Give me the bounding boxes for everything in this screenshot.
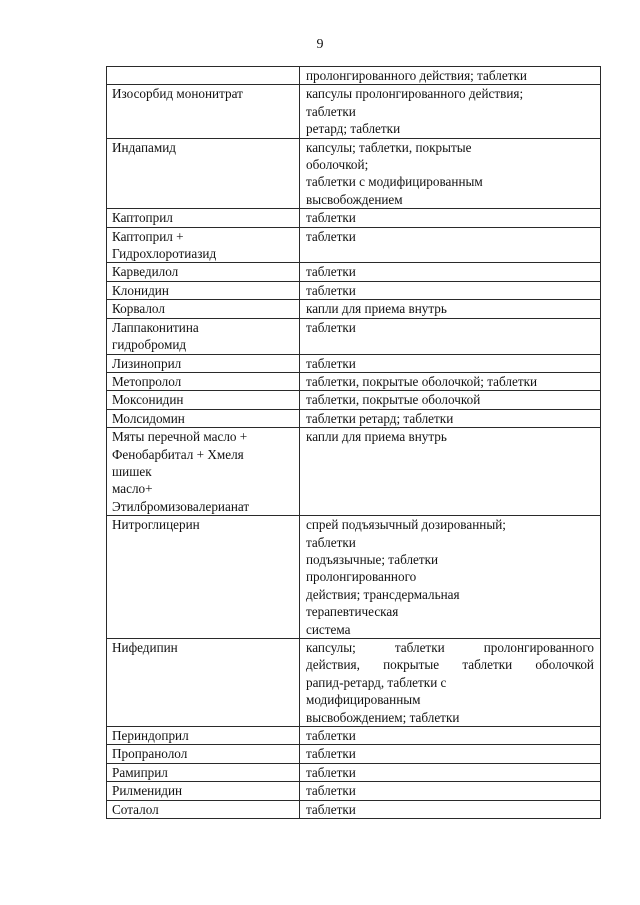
dosage-form-line: таблетки: [306, 746, 356, 762]
table-row: [107, 727, 601, 745]
drug-name-cell: [107, 409, 300, 427]
dosage-form-cell: [300, 354, 601, 372]
dosage-form-cell: [300, 318, 601, 354]
dosage-form-line: терапевтическая: [306, 604, 399, 620]
drug-name-line: Моксонидин: [112, 392, 184, 408]
dosage-form-line: капсулы; таблетки, покрытые: [306, 139, 472, 155]
dosage-form-line: высвобождением; таблетки: [306, 709, 460, 725]
table-row: [107, 428, 601, 516]
dosage-form-line: таблетки: [306, 103, 356, 119]
drug-name-cell: [107, 138, 300, 209]
drug-name-line: Рилменидин: [112, 783, 183, 799]
drug-name-line: Этилбромизовалерианат: [112, 498, 250, 514]
dosage-form-cell: [300, 516, 601, 639]
drug-name-cell: [107, 263, 300, 281]
dosage-form-line: таблетки: [306, 783, 356, 799]
drug-name-line: масло+: [112, 481, 153, 497]
drug-name-cell: [107, 354, 300, 372]
drug-name-line: Молсидомин: [112, 410, 185, 426]
dosage-form-line: таблетки: [306, 801, 356, 817]
drug-table: [106, 66, 601, 819]
dosage-form-cell: [300, 409, 601, 427]
dosage-form-line: таблетки: [306, 764, 356, 780]
table-row: [107, 745, 601, 763]
drug-name-line: Изосорбид мононитрат: [112, 86, 243, 102]
drug-name-cell: [107, 428, 300, 516]
drug-name-line: Лаппаконитина: [112, 319, 199, 335]
dosage-form-line: оболочкой;: [306, 157, 369, 173]
drug-name-line: Корвалол: [112, 301, 165, 317]
table-row: [107, 227, 601, 263]
dosage-form-cell: [300, 138, 601, 209]
dosage-form-line: пролонгированного действия; таблетки: [306, 68, 527, 83]
table-row: [107, 409, 601, 427]
dosage-form-cell: [300, 639, 601, 727]
drug-name-cell: [107, 639, 300, 727]
table-body: [107, 67, 601, 819]
dosage-form-cell: [300, 391, 601, 409]
drug-name-line: Соталол: [112, 801, 159, 817]
dosage-form-line: действия; трансдермальная: [306, 586, 460, 602]
dosage-form-line: таблетки ретард; таблетки: [306, 410, 454, 426]
dosage-form-line: пролонгированного: [306, 569, 417, 585]
drug-name-line: Пропранолол: [112, 746, 188, 762]
drug-name-line: гидробромид: [112, 337, 187, 353]
dosage-form-line: таблетки: [306, 228, 356, 244]
dosage-form-line: подъязычные; таблетки: [306, 551, 439, 567]
dosage-form-cell: [300, 281, 601, 299]
dosage-form-cell: [300, 763, 601, 781]
dosage-form-cell: [300, 372, 601, 390]
drug-name-cell: [107, 763, 300, 781]
table-row: [107, 800, 601, 818]
dosage-form-line: капсулы пролонгированного действия;: [306, 86, 524, 102]
drug-name-cell: [107, 391, 300, 409]
table-row: [107, 372, 601, 390]
drug-name-line: Нифедипин: [112, 640, 178, 655]
table-row: [107, 391, 601, 409]
drug-name-cell: [107, 281, 300, 299]
dosage-form-cell: [300, 428, 601, 516]
dosage-form-cell: [300, 67, 601, 85]
dosage-form-line: спрей подъязычный дозированный;: [306, 517, 506, 533]
drug-name-cell: [107, 372, 300, 390]
drug-name-line: шишек: [112, 463, 152, 479]
dosage-form-line: таблетки: [306, 210, 356, 226]
table-row: [107, 354, 601, 372]
table-row: [107, 782, 601, 800]
dosage-form-line: таблетки: [306, 534, 356, 550]
dosage-form-line: система: [306, 621, 351, 637]
dosage-form-cell: [300, 209, 601, 227]
dosage-form-line: капсулы; таблетки пролонгированного: [306, 640, 594, 655]
dosage-form-cell: [300, 727, 601, 745]
dosage-form-cell: [300, 800, 601, 818]
dosage-form-cell: [300, 263, 601, 281]
dosage-form-line: таблетки: [306, 319, 356, 335]
drug-name-cell: [107, 67, 300, 85]
table-row: [107, 300, 601, 318]
drug-name-line: Клонидин: [112, 282, 169, 298]
table-row: [107, 263, 601, 281]
drug-name-cell: [107, 782, 300, 800]
dosage-form-line: таблетки: [306, 282, 356, 298]
dosage-form-line: рапид-ретард, таблетки с: [306, 674, 447, 690]
dosage-form-cell: [300, 227, 601, 263]
drug-name-cell: [107, 745, 300, 763]
drug-name-cell: [107, 227, 300, 263]
drug-name-line: Фенобарбитал + Хмеля: [112, 446, 244, 462]
drug-name-cell: [107, 727, 300, 745]
drug-name-line: Лизиноприл: [112, 355, 182, 371]
dosage-form-line: капли для приема внутрь: [306, 429, 447, 445]
drug-name-cell: [107, 516, 300, 639]
table-row: [107, 516, 601, 639]
dosage-form-line: высвобождением: [306, 191, 403, 207]
dosage-form-line: капли для приема внутрь: [306, 301, 447, 317]
table-row: [107, 763, 601, 781]
dosage-form-cell: [300, 745, 601, 763]
drug-name-line: Нитроглицерин: [112, 517, 200, 533]
drug-name-cell: [107, 209, 300, 227]
dosage-form-line: действия, покрытые таблетки оболочкой: [306, 657, 594, 673]
table-row: [107, 67, 601, 85]
drug-name-line: Каптоприл +: [112, 228, 184, 244]
dosage-form-line: таблетки: [306, 355, 356, 371]
dosage-form-line: таблетки с модифицированным: [306, 174, 483, 190]
drug-name-line: Рамиприл: [112, 764, 168, 780]
dosage-form-cell: [300, 300, 601, 318]
dosage-form-line: таблетки: [306, 264, 356, 280]
drug-name-line: Периндоприл: [112, 728, 189, 744]
drug-name-line: Индапамид: [112, 139, 176, 155]
drug-name-line: Гидрохлоротиазид: [112, 246, 217, 262]
table-row: [107, 281, 601, 299]
dosage-form-cell: [300, 85, 601, 138]
page-number: 9: [316, 37, 324, 52]
table-row: [107, 318, 601, 354]
table-row: [107, 85, 601, 138]
drug-name-cell: [107, 300, 300, 318]
table-row: [107, 138, 601, 209]
dosage-form-cell: [300, 782, 601, 800]
drug-name-cell: [107, 318, 300, 354]
drug-name-cell: [107, 85, 300, 138]
dosage-form-line: таблетки, покрытые оболочкой; таблетки: [306, 373, 538, 389]
table-row: [107, 209, 601, 227]
table-row: [107, 639, 601, 727]
dosage-form-line: таблетки, покрытые оболочкой: [306, 392, 481, 408]
drug-name-line: Мяты перечной масло +: [112, 429, 248, 445]
drug-name-line: Карведилол: [112, 264, 179, 280]
drug-name-cell: [107, 800, 300, 818]
drug-name-line: Метопролол: [112, 373, 182, 389]
drug-name-line: Каптоприл: [112, 210, 173, 226]
dosage-form-line: модифицированным: [306, 692, 421, 708]
dosage-form-line: ретард; таблетки: [306, 121, 401, 137]
dosage-form-line: таблетки: [306, 728, 356, 744]
